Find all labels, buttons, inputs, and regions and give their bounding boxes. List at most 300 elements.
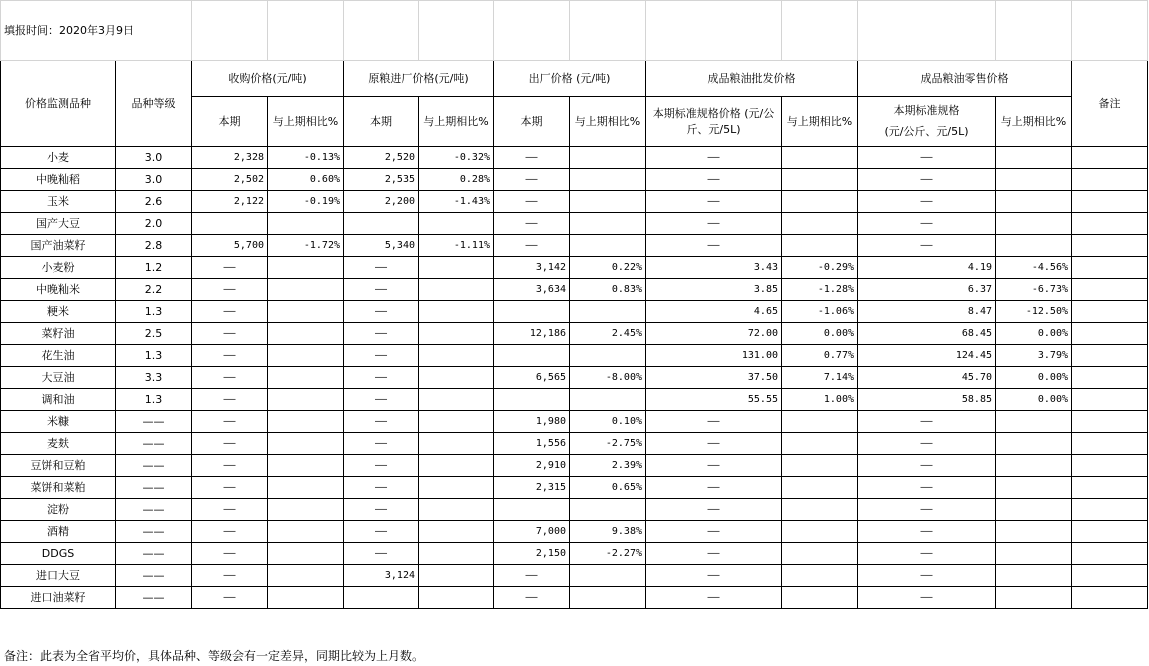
table-cell: -0.29% [782, 257, 858, 279]
table-cell: —— [192, 521, 268, 543]
table-cell: 0.77% [782, 345, 858, 367]
table-cell: 1.2 [116, 257, 192, 279]
table-row [1, 587, 1148, 609]
table-cell: DDGS [1, 543, 116, 565]
table-row [1, 169, 1148, 191]
table-cell: 0.10% [570, 411, 646, 433]
table-cell: —— [858, 455, 996, 477]
remark-cell [1072, 301, 1148, 323]
table-cell [268, 389, 344, 411]
table-row [1, 147, 1148, 169]
table-cell [782, 477, 858, 499]
table-cell: 6,565 [494, 367, 570, 389]
table-cell: —— [344, 345, 419, 367]
table-cell [996, 169, 1072, 191]
table-cell: 5,340 [344, 235, 419, 257]
table-cell [782, 147, 858, 169]
table-cell: 0.00% [996, 367, 1072, 389]
table-cell: —— [646, 433, 782, 455]
table-cell: —— [858, 521, 996, 543]
remark-cell [1072, 477, 1148, 499]
table-cell: —— [494, 565, 570, 587]
table-cell: 0.60% [268, 169, 344, 191]
table-cell: —— [192, 367, 268, 389]
table-cell: —— [192, 477, 268, 499]
header-remark: 备注 [1072, 61, 1148, 147]
remark-cell [1072, 543, 1148, 565]
table-row [1, 499, 1148, 521]
table-cell: —— [116, 433, 192, 455]
header-factory: 出厂价格 (元/吨) [494, 61, 646, 97]
table-cell: 2,535 [344, 169, 419, 191]
table-cell: —— [858, 543, 996, 565]
table-cell: —— [344, 323, 419, 345]
table-cell: 7.14% [782, 367, 858, 389]
table-cell: —— [116, 543, 192, 565]
table-cell [570, 499, 646, 521]
remark-cell [1072, 565, 1148, 587]
header-row-1 [1, 61, 1148, 97]
header-wholesale: 成品粮油批发价格 [646, 61, 858, 97]
header-raw-current: 本期 [344, 97, 419, 147]
table-cell: 0.00% [782, 323, 858, 345]
table-cell: —— [646, 477, 782, 499]
table-cell: 豆饼和豆粕 [1, 455, 116, 477]
table-cell [419, 257, 494, 279]
table-cell [570, 345, 646, 367]
table-cell: —— [646, 499, 782, 521]
table-row [1, 521, 1148, 543]
fill-date: 填报时间：2020年3月9日 [1, 1, 192, 61]
table-row [1, 213, 1148, 235]
table-cell: —— [646, 587, 782, 609]
table-cell [268, 477, 344, 499]
table-cell: 3,142 [494, 257, 570, 279]
table-cell: —— [344, 477, 419, 499]
table-cell: —— [192, 389, 268, 411]
header-retail-std-line2: (元/公斤、元/5L) [884, 124, 969, 138]
header-raw: 原粮进厂价格(元/吨) [344, 61, 494, 97]
table-cell [268, 587, 344, 609]
table-cell: 2.5 [116, 323, 192, 345]
header-raw-change: 与上期相比% [419, 97, 494, 147]
table-cell [419, 565, 494, 587]
table-cell: 9.38% [570, 521, 646, 543]
table-cell: —— [858, 213, 996, 235]
table-cell [570, 213, 646, 235]
table-cell: 进口大豆 [1, 565, 116, 587]
table-cell: -8.00% [570, 367, 646, 389]
table-cell [782, 521, 858, 543]
table-cell: 3,124 [344, 565, 419, 587]
table-cell: —— [192, 345, 268, 367]
table-cell [570, 169, 646, 191]
table-cell: —— [858, 477, 996, 499]
table-cell: —— [192, 587, 268, 609]
table-cell: —— [858, 147, 996, 169]
table-cell: —— [858, 565, 996, 587]
remark-cell [1072, 191, 1148, 213]
table-row [1, 411, 1148, 433]
table-cell: —— [192, 499, 268, 521]
table-cell: -1.72% [268, 235, 344, 257]
table-cell [570, 147, 646, 169]
table-cell: 72.00 [646, 323, 782, 345]
table-cell: —— [192, 455, 268, 477]
table-cell: —— [646, 147, 782, 169]
header-variety: 价格监测品种 [1, 61, 116, 147]
table-cell: 5,700 [192, 235, 268, 257]
table-cell: -2.27% [570, 543, 646, 565]
table-cell: 中晚籼米 [1, 279, 116, 301]
table-cell: —— [344, 543, 419, 565]
table-cell: —— [646, 191, 782, 213]
table-cell: 3.0 [116, 169, 192, 191]
table-cell: -12.50% [996, 301, 1072, 323]
table-row [1, 543, 1148, 565]
table-cell [570, 235, 646, 257]
table-cell: 0.28% [419, 169, 494, 191]
table-row [1, 279, 1148, 301]
table-cell [782, 191, 858, 213]
header-retail-std-line1: 本期标准规格 [893, 103, 960, 117]
table-cell: 2,122 [192, 191, 268, 213]
table-cell: 酒精 [1, 521, 116, 543]
table-cell: 2,910 [494, 455, 570, 477]
table-cell [782, 169, 858, 191]
table-cell: 0.00% [996, 389, 1072, 411]
table-cell [419, 455, 494, 477]
table-cell [268, 543, 344, 565]
table-cell: —— [116, 411, 192, 433]
table-cell [996, 565, 1072, 587]
table-row [1, 389, 1148, 411]
table-cell: 12,186 [494, 323, 570, 345]
table-cell: 淀粉 [1, 499, 116, 521]
table-cell [419, 213, 494, 235]
table-cell [268, 345, 344, 367]
table-cell: —— [858, 433, 996, 455]
remark-cell [1072, 213, 1148, 235]
table-cell: —— [192, 257, 268, 279]
table-cell [782, 543, 858, 565]
table-cell: 1.3 [116, 345, 192, 367]
table-cell [570, 565, 646, 587]
table-cell: 花生油 [1, 345, 116, 367]
table-cell: 2,315 [494, 477, 570, 499]
header-factory-change: 与上期相比% [570, 97, 646, 147]
table-cell: —— [344, 433, 419, 455]
table-cell: 2.8 [116, 235, 192, 257]
remark-cell [1072, 499, 1148, 521]
table-cell [268, 455, 344, 477]
table-cell: 玉米 [1, 191, 116, 213]
table-cell [996, 477, 1072, 499]
table-cell: -1.43% [419, 191, 494, 213]
remark-cell [1072, 323, 1148, 345]
table-cell: 2,328 [192, 147, 268, 169]
table-cell: 131.00 [646, 345, 782, 367]
table-cell: —— [344, 257, 419, 279]
table-cell: —— [494, 191, 570, 213]
remark-cell [1072, 257, 1148, 279]
table-cell [782, 587, 858, 609]
table-cell: —— [192, 323, 268, 345]
table-cell [494, 345, 570, 367]
footnote: 备注：此表为全省平均价，具体品种、等级会有一定差异，同期比较为上月数。 [4, 649, 425, 663]
table-cell: —— [116, 499, 192, 521]
table-cell: —— [646, 411, 782, 433]
table-cell [782, 455, 858, 477]
table-cell: —— [116, 587, 192, 609]
remark-cell [1072, 147, 1148, 169]
table-cell: -1.06% [782, 301, 858, 323]
table-cell [494, 389, 570, 411]
remark-cell [1072, 411, 1148, 433]
header-purchase: 收购价格(元/吨) [192, 61, 344, 97]
table-cell [419, 477, 494, 499]
table-cell: 0.65% [570, 477, 646, 499]
table-cell: 2,200 [344, 191, 419, 213]
table-cell: 麦麸 [1, 433, 116, 455]
table-cell: —— [494, 147, 570, 169]
header-retail-std [858, 97, 996, 147]
table-cell [570, 389, 646, 411]
table-cell: —— [116, 521, 192, 543]
table-cell [782, 499, 858, 521]
table-cell: 调和油 [1, 389, 116, 411]
table-cell [192, 213, 268, 235]
title-row [1, 1, 1148, 61]
table-cell [419, 543, 494, 565]
table-cell [268, 257, 344, 279]
table-cell [996, 235, 1072, 257]
table-cell: 37.50 [646, 367, 782, 389]
table-cell [494, 499, 570, 521]
table-cell: 菜籽油 [1, 323, 116, 345]
table-cell [782, 565, 858, 587]
table-cell: —— [116, 565, 192, 587]
table-cell [570, 587, 646, 609]
table-cell: 菜饼和菜粕 [1, 477, 116, 499]
table-cell: —— [646, 235, 782, 257]
remark-cell [1072, 345, 1148, 367]
remark-cell [1072, 587, 1148, 609]
table-cell: —— [116, 477, 192, 499]
table-cell [419, 587, 494, 609]
table-cell [419, 279, 494, 301]
table-cell [570, 301, 646, 323]
table-cell: —— [858, 191, 996, 213]
table-cell: —— [858, 235, 996, 257]
table-cell: —— [344, 367, 419, 389]
table-cell [268, 565, 344, 587]
table-cell: 55.55 [646, 389, 782, 411]
table-cell [268, 323, 344, 345]
table-cell [782, 433, 858, 455]
table-cell [494, 301, 570, 323]
table-cell: 4.19 [858, 257, 996, 279]
table-cell [344, 213, 419, 235]
table-cell: 中晚籼稻 [1, 169, 116, 191]
table-cell: 1,980 [494, 411, 570, 433]
table-cell: 2,520 [344, 147, 419, 169]
table-cell [996, 213, 1072, 235]
table-cell [268, 213, 344, 235]
table-cell [344, 587, 419, 609]
table-cell: 小麦粉 [1, 257, 116, 279]
table-cell: 小麦 [1, 147, 116, 169]
table-cell [996, 455, 1072, 477]
table-cell: 7,000 [494, 521, 570, 543]
table-row [1, 367, 1148, 389]
table-cell [996, 499, 1072, 521]
table-cell [419, 345, 494, 367]
remark-cell [1072, 433, 1148, 455]
table-cell: —— [344, 499, 419, 521]
table-cell [268, 433, 344, 455]
table-cell: —— [494, 587, 570, 609]
table-cell: 2,502 [192, 169, 268, 191]
table-cell [268, 499, 344, 521]
table-cell: 1,556 [494, 433, 570, 455]
table-cell: —— [858, 411, 996, 433]
remark-cell [1072, 235, 1148, 257]
table-cell: 3.3 [116, 367, 192, 389]
remark-cell [1072, 279, 1148, 301]
table-cell [996, 543, 1072, 565]
table-cell [782, 411, 858, 433]
header-purchase-current: 本期 [192, 97, 268, 147]
table-cell: 3.0 [116, 147, 192, 169]
table-row [1, 301, 1148, 323]
table-cell: 1.00% [782, 389, 858, 411]
table-cell: —— [494, 235, 570, 257]
table-cell: —— [344, 301, 419, 323]
table-cell: -2.75% [570, 433, 646, 455]
table-cell [268, 521, 344, 543]
table-cell: -4.56% [996, 257, 1072, 279]
table-cell: 3.85 [646, 279, 782, 301]
table-cell: 粳米 [1, 301, 116, 323]
table-row [1, 191, 1148, 213]
table-cell [996, 521, 1072, 543]
header-grade: 品种等级 [116, 61, 192, 147]
table-row [1, 455, 1148, 477]
table-cell: 1.3 [116, 389, 192, 411]
table-cell: —— [858, 587, 996, 609]
table-cell: 68.45 [858, 323, 996, 345]
table-cell [268, 301, 344, 323]
table-cell: -0.32% [419, 147, 494, 169]
table-cell: —— [116, 455, 192, 477]
table-cell: 124.45 [858, 345, 996, 367]
table-cell: 0.83% [570, 279, 646, 301]
table-cell: 2.2 [116, 279, 192, 301]
header-wholesale-std: 本期标准规格价格 (元/公斤、元/5L) [646, 97, 782, 147]
table-row [1, 235, 1148, 257]
table-cell: —— [858, 169, 996, 191]
table-cell: —— [344, 455, 419, 477]
table-row [1, 323, 1148, 345]
table-row [1, 477, 1148, 499]
table-cell: —— [646, 455, 782, 477]
table-cell: 大豆油 [1, 367, 116, 389]
table-cell: —— [192, 543, 268, 565]
remark-cell [1072, 169, 1148, 191]
remark-cell [1072, 389, 1148, 411]
table-cell: —— [192, 301, 268, 323]
table-cell: —— [858, 499, 996, 521]
table-cell: 58.85 [858, 389, 996, 411]
table-cell [268, 411, 344, 433]
table-cell: 6.37 [858, 279, 996, 301]
table-cell: 国产大豆 [1, 213, 116, 235]
table-cell: —— [344, 521, 419, 543]
table-cell [419, 521, 494, 543]
table-cell: 米糠 [1, 411, 116, 433]
table-cell: 2.6 [116, 191, 192, 213]
table-cell [419, 411, 494, 433]
header-purchase-change: 与上期相比% [268, 97, 344, 147]
table-cell: 3,634 [494, 279, 570, 301]
table-cell [419, 301, 494, 323]
table-cell: 4.65 [646, 301, 782, 323]
table-cell [419, 389, 494, 411]
table-cell: -6.73% [996, 279, 1072, 301]
table-cell: —— [494, 169, 570, 191]
remark-cell [1072, 455, 1148, 477]
table-cell: —— [344, 411, 419, 433]
table-row [1, 565, 1148, 587]
table-cell: —— [192, 433, 268, 455]
table-cell [996, 433, 1072, 455]
table-cell: 3.43 [646, 257, 782, 279]
header-factory-current: 本期 [494, 97, 570, 147]
table-cell: 2.0 [116, 213, 192, 235]
table-row [1, 433, 1148, 455]
remark-cell [1072, 367, 1148, 389]
table-cell [996, 411, 1072, 433]
table-cell: —— [646, 521, 782, 543]
table-row [1, 345, 1148, 367]
table-cell: —— [192, 411, 268, 433]
table-cell: 国产油菜籽 [1, 235, 116, 257]
table-cell: 45.70 [858, 367, 996, 389]
table-cell: -1.28% [782, 279, 858, 301]
table-cell [782, 213, 858, 235]
table-cell: -1.11% [419, 235, 494, 257]
table-cell [268, 367, 344, 389]
table-cell [419, 323, 494, 345]
table-cell [419, 433, 494, 455]
table-cell: 3.79% [996, 345, 1072, 367]
table-cell [419, 367, 494, 389]
table-cell [419, 499, 494, 521]
header-retail: 成品粮油零售价格 [858, 61, 1072, 97]
table-cell: 0.22% [570, 257, 646, 279]
table-cell: 1.3 [116, 301, 192, 323]
table-cell: —— [344, 279, 419, 301]
table-cell [570, 191, 646, 213]
table-cell [996, 587, 1072, 609]
table-body [1, 147, 1148, 609]
table-cell [782, 235, 858, 257]
table-cell: —— [192, 279, 268, 301]
table-cell: —— [646, 543, 782, 565]
table-cell [996, 147, 1072, 169]
table-cell: 2.45% [570, 323, 646, 345]
